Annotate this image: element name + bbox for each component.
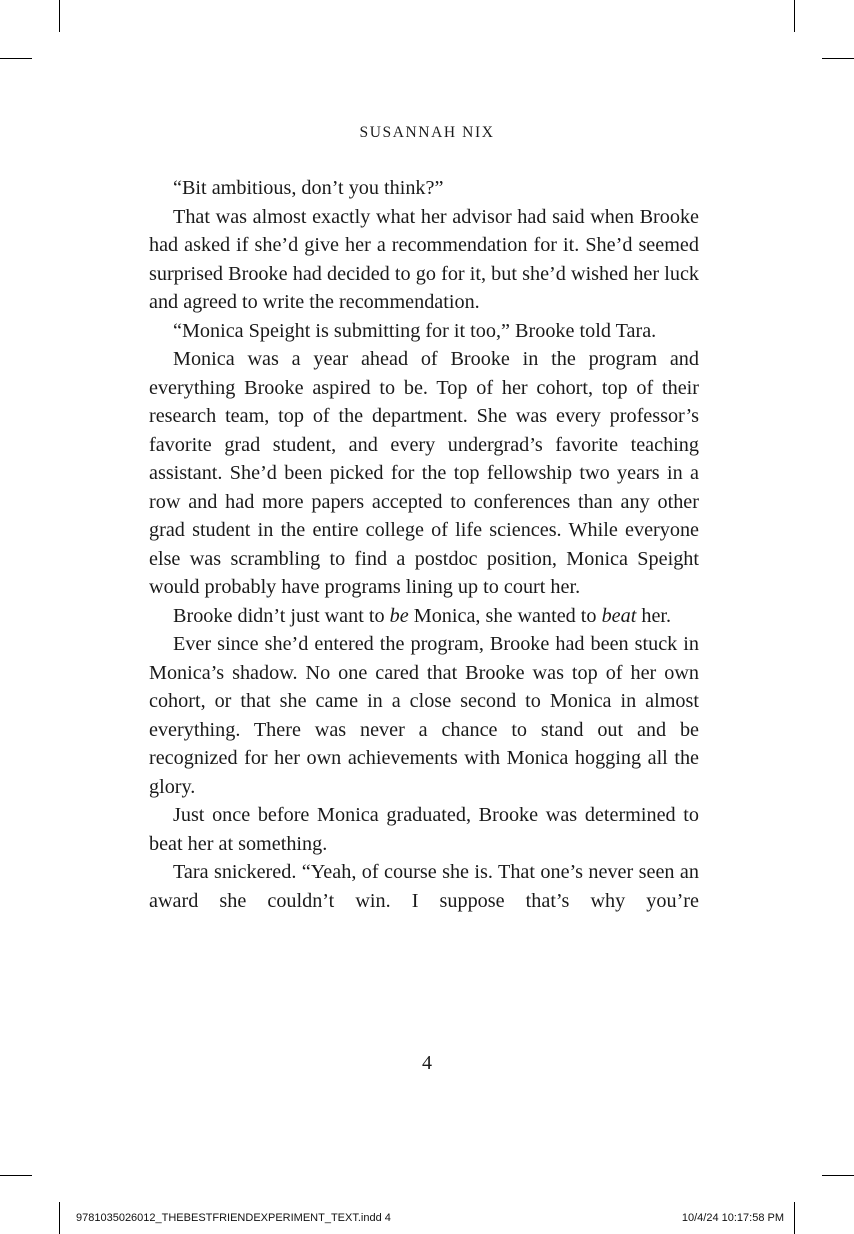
paragraph	[149, 203, 699, 317]
paragraph	[149, 345, 699, 602]
crop-mark-right-bottom	[822, 1175, 854, 1176]
text-segment: Monica, she wanted to	[408, 604, 602, 627]
text-segment: Monica was a year ahead of Brooke in the program and everything Brooke aspired to be. Top of her cohort, top of their research team, top of the department. She was every professor’s favorite grad student, and every undergrad’s favorite teaching assistant. She’d been picked for the top fellowship two years in a row and had more papers accepted to conferences than any other grad student in the entire college of life sciences. While everyone else was scrambling to find a postdoc position, Monica Speight would probably have programs lining up to court her.	[149, 348, 699, 598]
crop-mark-bottom-right	[794, 1202, 795, 1234]
crop-mark-right-top	[822, 58, 854, 59]
body-text	[149, 174, 699, 915]
paragraph	[149, 630, 699, 801]
text-segment: “Monica Speight is submitting for it too,” Brooke told Tara.	[173, 319, 657, 342]
text-segment: Ever since she’d entered the program, Brooke had been stuck in Monica’s shadow. No one cared that Brooke was top of her own cohort, or that she came in a close second to Monica in almost everything. There was never a chance to stand out and be recognized for her own achievements with Monica hogging all the glory.	[149, 633, 699, 798]
text-segment: her.	[636, 604, 672, 627]
crop-mark-bottom-left	[59, 1202, 60, 1234]
crop-mark-top-left	[59, 0, 60, 32]
paragraph	[149, 602, 699, 631]
crop-mark-left-bottom	[0, 1175, 32, 1176]
text-segment: Just once before Monica graduated, Brooke was determined to beat her at something.	[149, 804, 699, 855]
text-segment: Brooke didn’t just want to	[173, 604, 390, 627]
italic-text: be	[389, 604, 409, 627]
slug-timestamp: 10/4/24 10:17:58 PM	[681, 1212, 784, 1224]
crop-mark-left-top	[0, 58, 32, 59]
slug-filename: 9781035026012_THEBESTFRIENDEXPERIMENT_TEXT.indd 4	[76, 1212, 391, 1224]
italic-text: beat	[601, 604, 637, 627]
paragraph	[149, 858, 699, 915]
paragraph	[149, 174, 699, 203]
text-segment: That was almost exactly what her advisor had said when Brooke had asked if she’d give her a recommendation for it. She’d seemed surprised Brooke had decided to go for it, but she’d wished her luck and agreed to write the recommendation.	[149, 205, 699, 313]
page-number: 4	[422, 1052, 432, 1074]
paragraph	[149, 317, 699, 346]
text-segment: Tara snickered. “Yeah, of course she is. That one’s never seen an award she couldn’t win. I suppose that’s why you’re	[149, 861, 699, 912]
paragraph	[149, 801, 699, 858]
text-segment: “Bit ambitious, don’t you think?”	[173, 177, 444, 199]
crop-mark-top-right	[794, 0, 795, 32]
running-head: SUSANNAH NIX	[359, 124, 495, 141]
